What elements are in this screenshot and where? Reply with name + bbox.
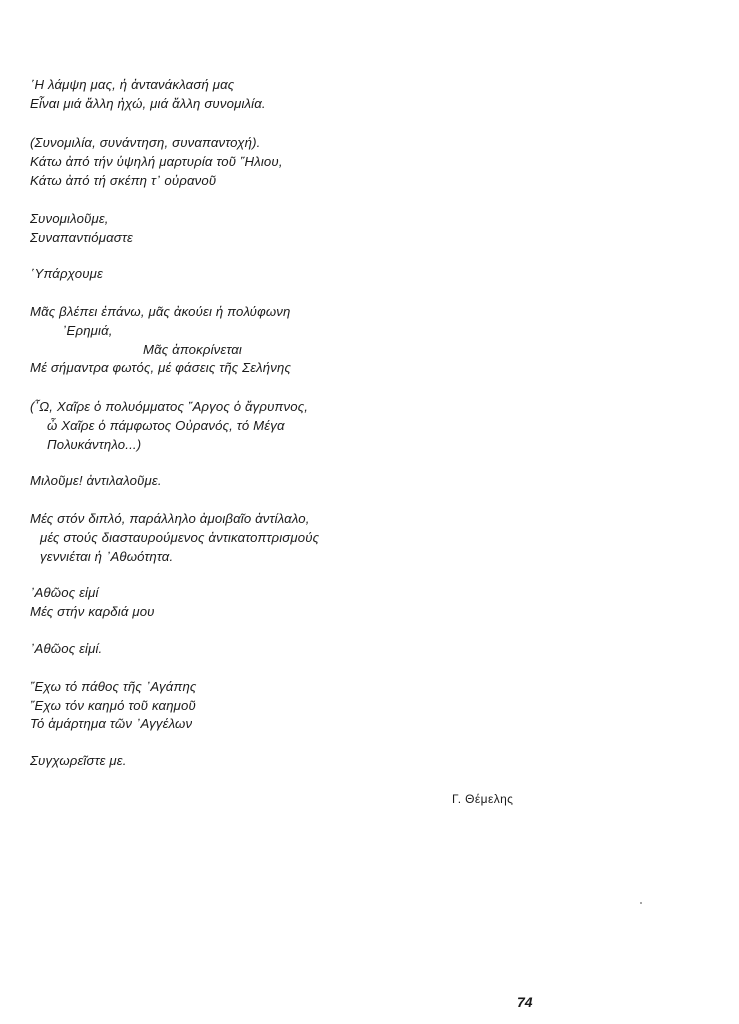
poem-line: ῎Εχω τόν καημό τοῦ καημοῦ — [30, 698, 196, 713]
poem-line: Μᾶς βλέπει ἐπάνω, μᾶς ἀκούει ἡ πολύφωνη — [30, 304, 291, 319]
poem-line: ῾Η λάμψη μας, ἡ ἀντανάκλασή μας — [30, 77, 235, 92]
poem-line: Εἶναι μιά ἄλλη ἠχώ, μιά ἄλλη συνομιλία. — [30, 96, 266, 111]
poem-line: ᾽Αθῶος εἰμί. — [30, 641, 103, 656]
poem-line: (῏Ω, Χαῖρε ὁ πολυόμματος ῎Αργος ὁ ἄγρυπνος, — [30, 399, 309, 414]
poem-line: ᾽Ερημιά, — [62, 323, 113, 338]
poem-line: ὦ Χαῖρε ὁ πάμφωτος Οὐρανός, τό Μέγα — [47, 418, 285, 433]
poem-line: Μέ σήμαντρα φωτός, μέ φάσεις τῆς Σελήνης — [30, 360, 292, 375]
poem-line: Κάτω ἀπό τήν ὑψηλή μαρτυρία τοῦ ῞Ηλιου, — [30, 154, 283, 169]
poem-line: (Συνομιλία, συνάντηση, συναπαντοχή). — [30, 135, 261, 150]
poem-line: Τό ἁμάρτημα τῶν ᾽Αγγέλων — [30, 716, 193, 731]
poem-line: ᾽Αθῶος εἰμί — [30, 585, 99, 600]
poem-line: Συγχωρεῖστε με. — [30, 753, 127, 768]
poem-line: Μές στήν καρδιά μου — [30, 604, 155, 619]
poem-line: Συνομιλοῦμε, — [30, 211, 109, 226]
scan-speck — [640, 902, 642, 904]
poem-line: Μές στόν διπλό, παράλληλο ἀμοιβαῖο ἀντίλαλο, — [30, 511, 310, 526]
author-signature: Γ. Θέμελης — [452, 792, 514, 806]
poem-line: ῎Εχω τό πάθος τῆς ᾽Αγάπης — [30, 679, 197, 694]
poem-line: Συναπαντιόμαστε — [30, 230, 133, 245]
poem-line: ῾Υπάρχουμε — [30, 266, 103, 281]
poem-line: Κάτω ἀπό τή σκέπη τ᾽ οὐρανοῦ — [30, 173, 217, 188]
page-number: 74 — [517, 994, 533, 1010]
poem-line: Πολυκάντηλο...) — [47, 437, 142, 452]
poem-line: γεννιέται ἡ ᾽Αθωότητα. — [40, 549, 174, 564]
poem-line: Μιλοῦμε! ἀντιλαλοῦμε. — [30, 473, 162, 488]
poem-line: Μᾶς ἀποκρίνεται — [143, 342, 242, 357]
poem-line: μές στούς διασταυρούμενος ἀντικατοπτρισμούς — [40, 530, 320, 545]
